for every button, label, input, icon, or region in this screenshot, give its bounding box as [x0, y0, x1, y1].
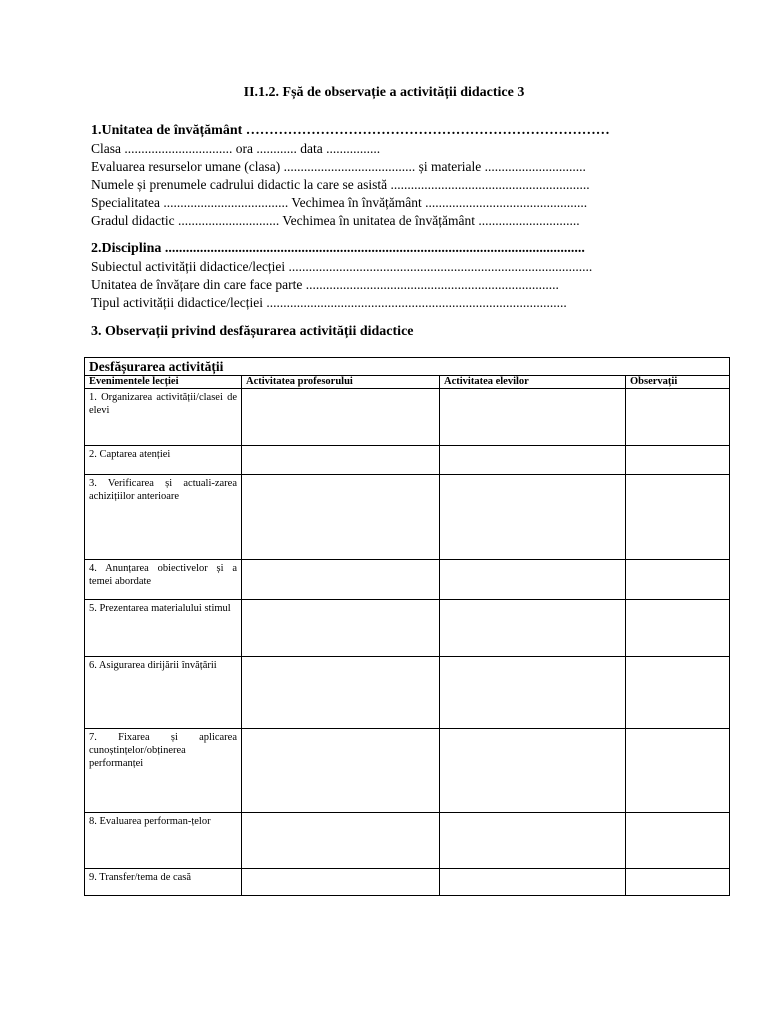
observatii-cell[interactable] — [626, 729, 730, 813]
table-caption: Desfășurarea activității — [85, 358, 730, 376]
elevi-cell[interactable] — [440, 729, 626, 813]
elevi-cell[interactable] — [440, 475, 626, 560]
observatii-cell[interactable] — [626, 600, 730, 657]
profesor-cell[interactable] — [242, 560, 440, 600]
event-cell: 9. Transfer/tema de casă — [85, 869, 242, 896]
observatii-cell[interactable] — [626, 446, 730, 475]
profesor-cell[interactable] — [242, 729, 440, 813]
section-observatii — [91, 323, 691, 341]
observatii-cell[interactable] — [626, 560, 730, 600]
section-heading-unitatea: 1.Unitatea de învățământ …………………………………………………………………… — [91, 123, 610, 138]
table-row — [85, 869, 730, 896]
table-row — [85, 729, 730, 813]
elevi-cell[interactable] — [440, 389, 626, 446]
elevi-cell[interactable] — [440, 657, 626, 729]
event-cell: 8. Evaluarea performan-țelor — [85, 813, 242, 869]
field-numele-cadrului[interactable]: Numele și prenumele cadrului didactic la care se asistă ........................................................... — [91, 177, 590, 192]
observatii-cell[interactable] — [626, 389, 730, 446]
section-heading-disciplina[interactable]: 2.Disciplina ........................................................................................................................ — [91, 241, 585, 256]
event-cell: 4. Anunțarea obiectivelor și a temei abordate — [85, 560, 242, 600]
table-row — [85, 813, 730, 869]
field-gradul-didactic[interactable]: Gradul didactic .............................. Vechimea în unitatea de învățământ .............................. — [91, 213, 580, 228]
profesor-cell[interactable] — [242, 446, 440, 475]
profesor-cell[interactable] — [242, 389, 440, 446]
observatii-cell[interactable] — [626, 657, 730, 729]
profesor-cell[interactable] — [242, 869, 440, 896]
elevi-cell[interactable] — [440, 446, 626, 475]
field-evaluarea-resurselor[interactable]: Evaluarea resurselor umane (clasa) ....................................... și materiale .............................. — [91, 159, 586, 174]
page-title: II.1.2. Fșă de observație a activității didactice 3 — [243, 85, 525, 100]
profesor-cell[interactable] — [242, 600, 440, 657]
section-disciplina — [91, 240, 691, 312]
table-row — [85, 600, 730, 657]
column-header-profesor: Activitatea profesorului — [242, 376, 440, 389]
elevi-cell[interactable] — [440, 813, 626, 869]
event-cell: 7. Fixarea și aplicarea cunoștințelor/obținerea performanței — [85, 729, 242, 813]
field-clasa-ora-data[interactable]: Clasa ................................ ora ............ data ................ — [91, 141, 381, 156]
observatii-cell[interactable] — [626, 475, 730, 560]
section-heading-observatii: 3. Observații privind desfășurarea activității didactice — [91, 324, 414, 339]
column-header-elevi: Activitatea elevilor — [440, 376, 626, 389]
event-cell: 3. Verificarea și actuali-zarea achizițiilor anterioare — [85, 475, 242, 560]
field-unitatea-de-invatare[interactable]: Unitatea de învățare din care face parte ........................................................................... — [91, 277, 559, 292]
section-unitatea — [91, 122, 691, 230]
event-cell: 1. Organizarea activității/clasei de elevi — [85, 389, 242, 446]
observatii-cell[interactable] — [626, 869, 730, 896]
table-row — [85, 389, 730, 446]
field-specialitatea-vechimea[interactable]: Specialitatea ..................................... Vechimea în învățământ ................................................ — [91, 195, 588, 210]
event-cell: 2. Captarea atenției — [85, 446, 242, 475]
observation-table — [84, 357, 730, 896]
event-cell: 6. Asigurarea dirijării învățării — [85, 657, 242, 729]
event-cell: 5. Prezentarea materialului stimul — [85, 600, 242, 657]
elevi-cell[interactable] — [440, 560, 626, 600]
observatii-cell[interactable] — [626, 813, 730, 869]
profesor-cell[interactable] — [242, 657, 440, 729]
elevi-cell[interactable] — [440, 600, 626, 657]
profesor-cell[interactable] — [242, 475, 440, 560]
table-row — [85, 657, 730, 729]
table-row — [85, 475, 730, 560]
profesor-cell[interactable] — [242, 813, 440, 869]
table-row — [85, 446, 730, 475]
elevi-cell[interactable] — [440, 869, 626, 896]
field-tipul-activitatii[interactable]: Tipul activității didactice/lecției ......................................................................................... — [91, 295, 567, 310]
column-header-evenimente: Evenimentele lecției — [85, 376, 242, 389]
table-row — [85, 560, 730, 600]
field-subiectul-activitatii[interactable]: Subiectul activității didactice/lecției .......................................................................................... — [91, 259, 593, 274]
column-header-observatii: Observații — [626, 376, 730, 389]
table-header-row — [85, 376, 730, 389]
